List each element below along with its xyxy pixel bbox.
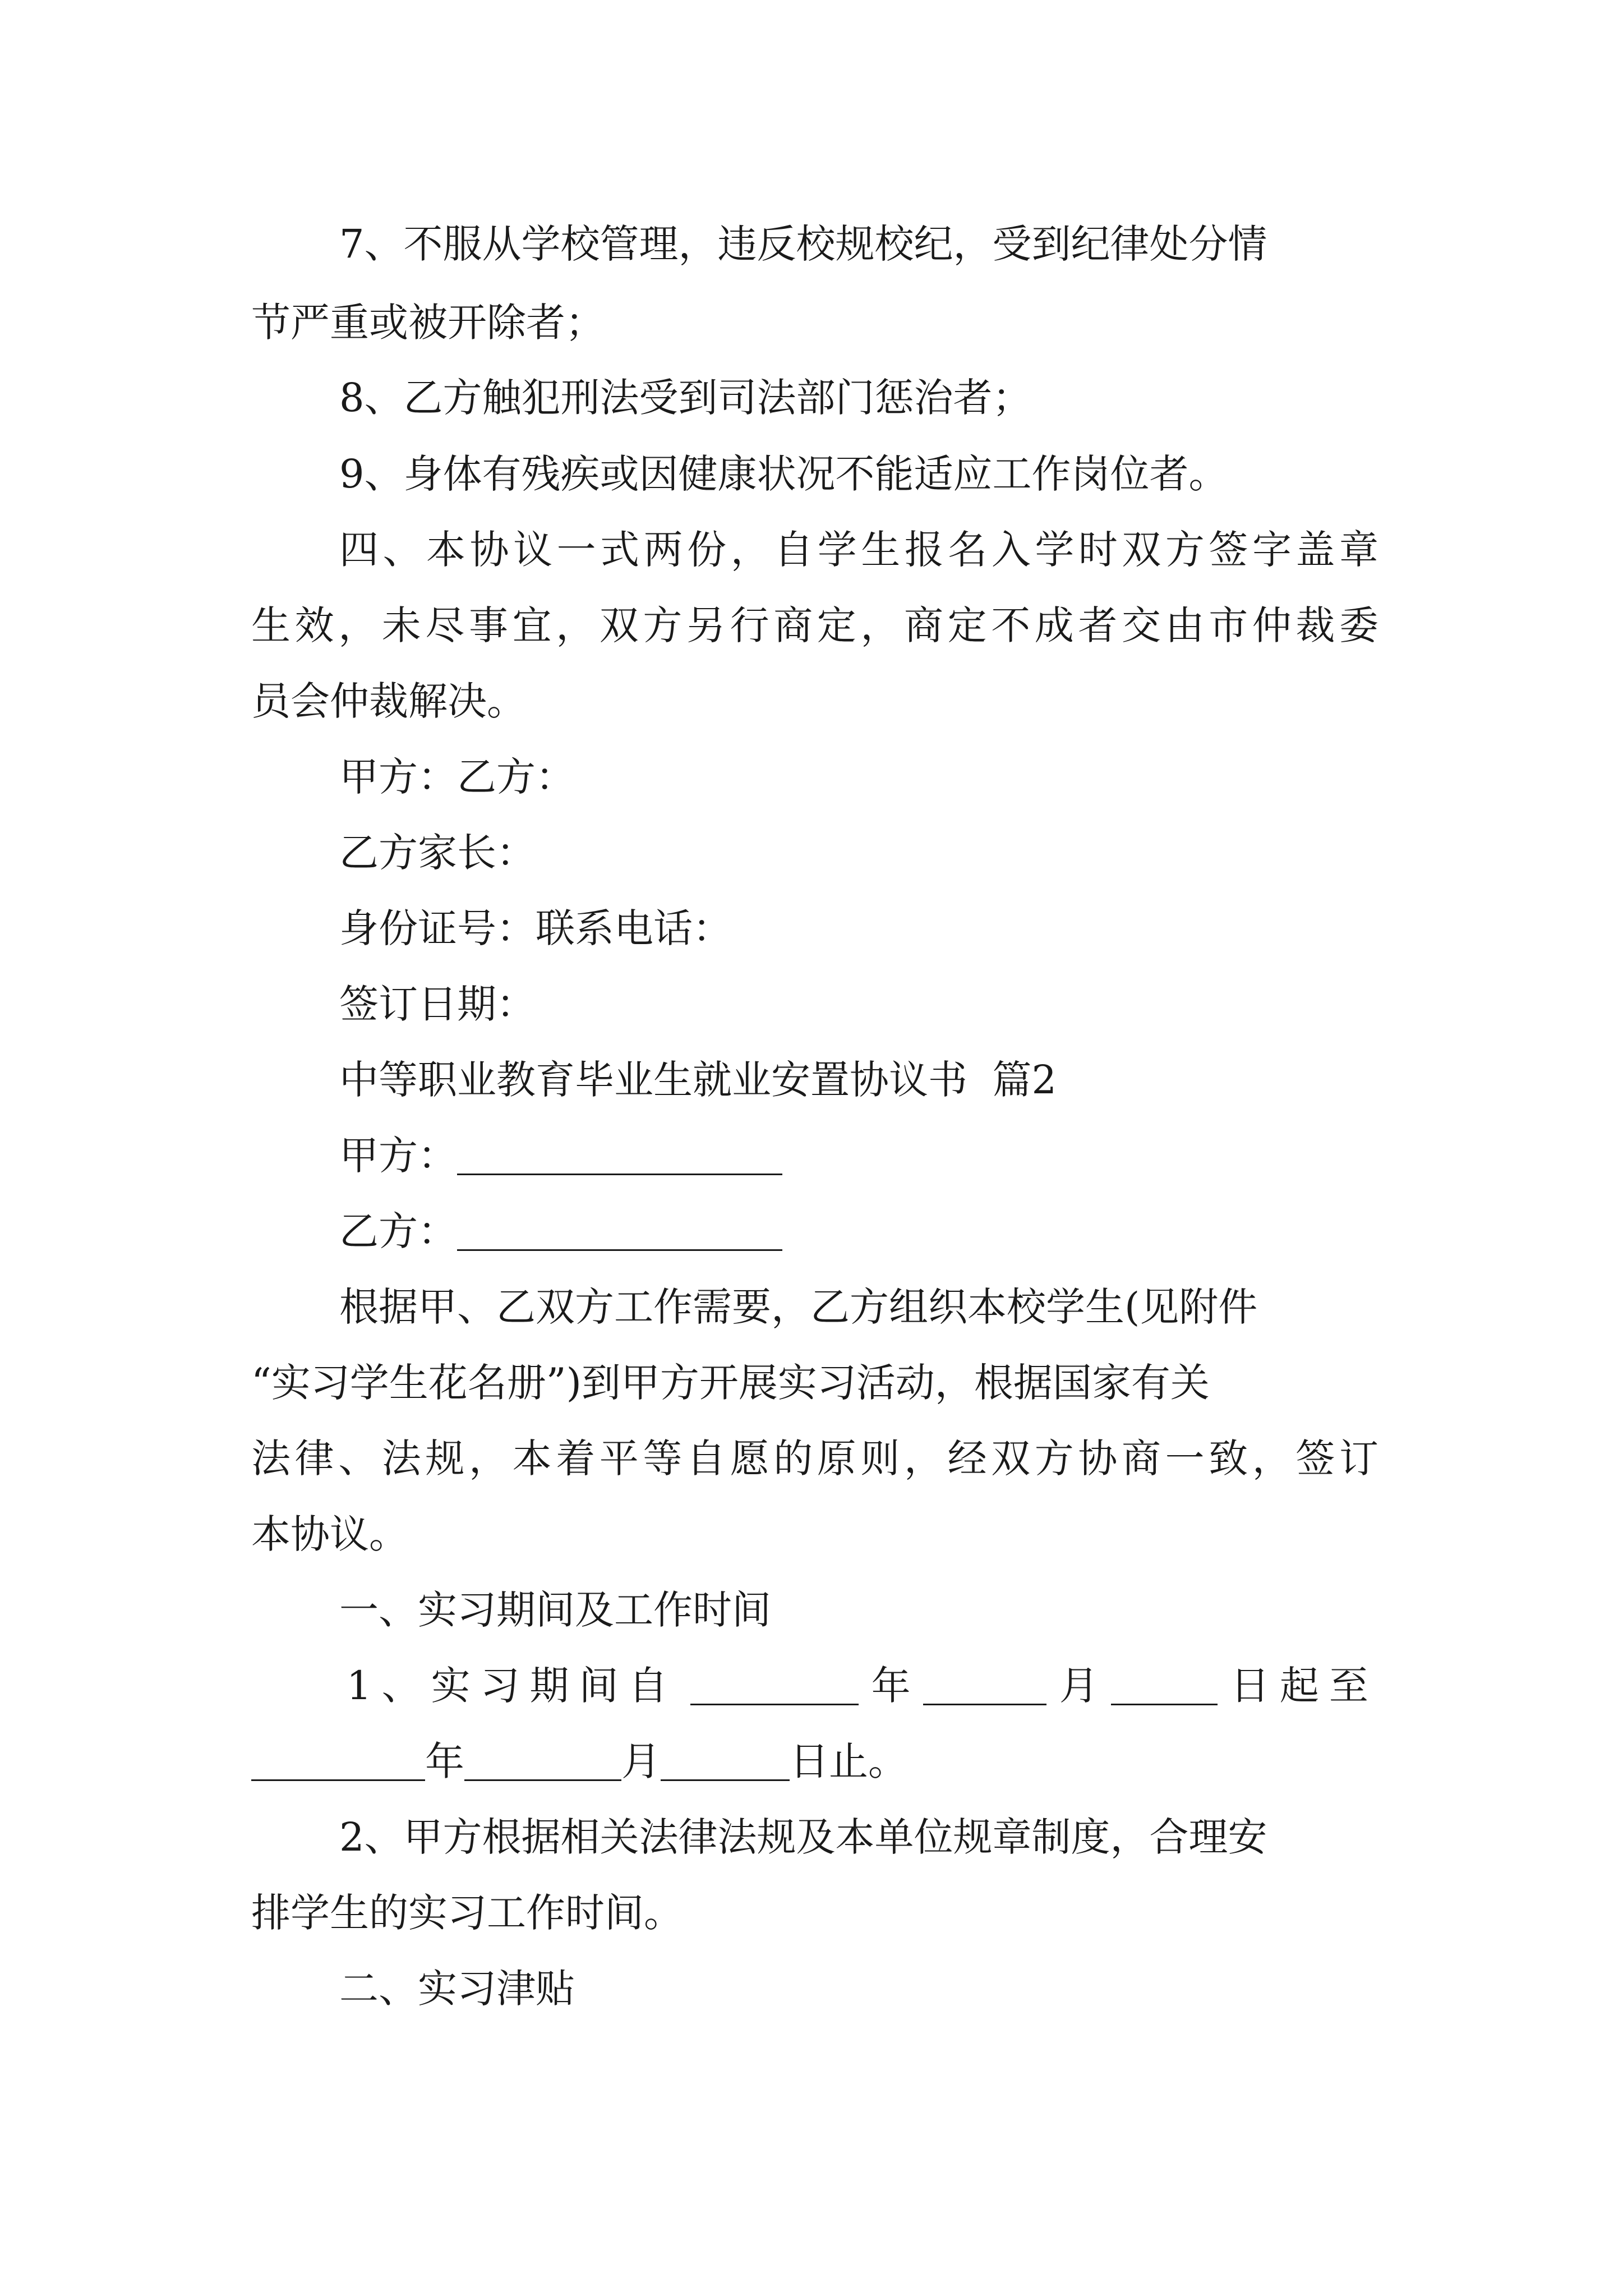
month2-label: 月 — [621, 1738, 661, 1784]
paragraph-line: 四、本协议一式两份，自学生报名入学时双方签字盖章 — [339, 527, 1383, 573]
paragraph-line: 9、身体有残疾或因健康状况不能适应工作岗位者。 — [339, 451, 1228, 497]
end-year-blank — [251, 1747, 425, 1781]
paragraph-line: 排学生的实习工作时间。 — [251, 1890, 683, 1936]
paragraph-line: 根据甲、乙双方工作需要，乙方组织本校学生(见附件 — [339, 1284, 1258, 1330]
party-b-blank — [457, 1217, 782, 1251]
day-from-label: 日起至 — [1230, 1663, 1378, 1709]
start-year-blank — [690, 1671, 859, 1705]
section-heading: 一、实习期间及工作时间 — [339, 1587, 771, 1633]
paragraph-line: 本协议。 — [251, 1511, 408, 1557]
year-label: 年 — [871, 1663, 911, 1709]
signature-date: 签订日期： — [339, 981, 536, 1027]
signature-parties: 甲方：乙方： — [339, 754, 575, 800]
period-label: 1、实习期间自 — [347, 1663, 678, 1709]
signature-parent: 乙方家长： — [339, 830, 536, 876]
end-month-blank — [464, 1747, 621, 1781]
end-day-blank — [661, 1747, 790, 1781]
end-label: 日止。 — [790, 1738, 907, 1784]
party-a-label: 甲方： — [339, 1133, 457, 1179]
paragraph-line: 生效，未尽事宜，双方另行商定，商定不成者交由市仲裁委 — [251, 602, 1383, 648]
paragraph-line: 员会仲裁解决。 — [251, 678, 526, 724]
year2-label: 年 — [425, 1738, 464, 1784]
signature-id-phone: 身份证号：联系电话： — [339, 905, 732, 951]
paragraph-line: 法律、法规，本着平等自愿的原则，经双方协商一致，签订 — [251, 1435, 1383, 1481]
party-a-blank — [457, 1141, 782, 1175]
party-b-label: 乙方： — [339, 1208, 457, 1254]
section-heading: 二、实习津贴 — [339, 1966, 575, 2012]
paragraph-line: 7、不服从学校管理，违反校规校纪，受到纪律处分情 — [339, 221, 1267, 267]
paragraph-line: 8、乙方触犯刑法受到司法部门惩治者； — [339, 375, 1032, 421]
start-month-blank — [923, 1671, 1046, 1705]
internship-period-end-row — [251, 1738, 907, 1784]
start-day-blank — [1111, 1671, 1218, 1705]
party-b-row — [339, 1208, 782, 1254]
paragraph-line: 节严重或被开除者； — [251, 300, 605, 346]
internship-period-row — [347, 1663, 1378, 1709]
paragraph-line: 2、甲方根据相关法律法规及本单位规章制度，合理安 — [339, 1814, 1267, 1860]
party-a-row — [339, 1133, 782, 1179]
month-label: 月 — [1059, 1663, 1099, 1709]
section-title: 中等职业教育毕业生就业安置协议书 篇2 — [339, 1057, 1057, 1103]
paragraph-line: “实习学生花名册”)到甲方开展实习活动，根据国家有关 — [251, 1360, 1210, 1406]
